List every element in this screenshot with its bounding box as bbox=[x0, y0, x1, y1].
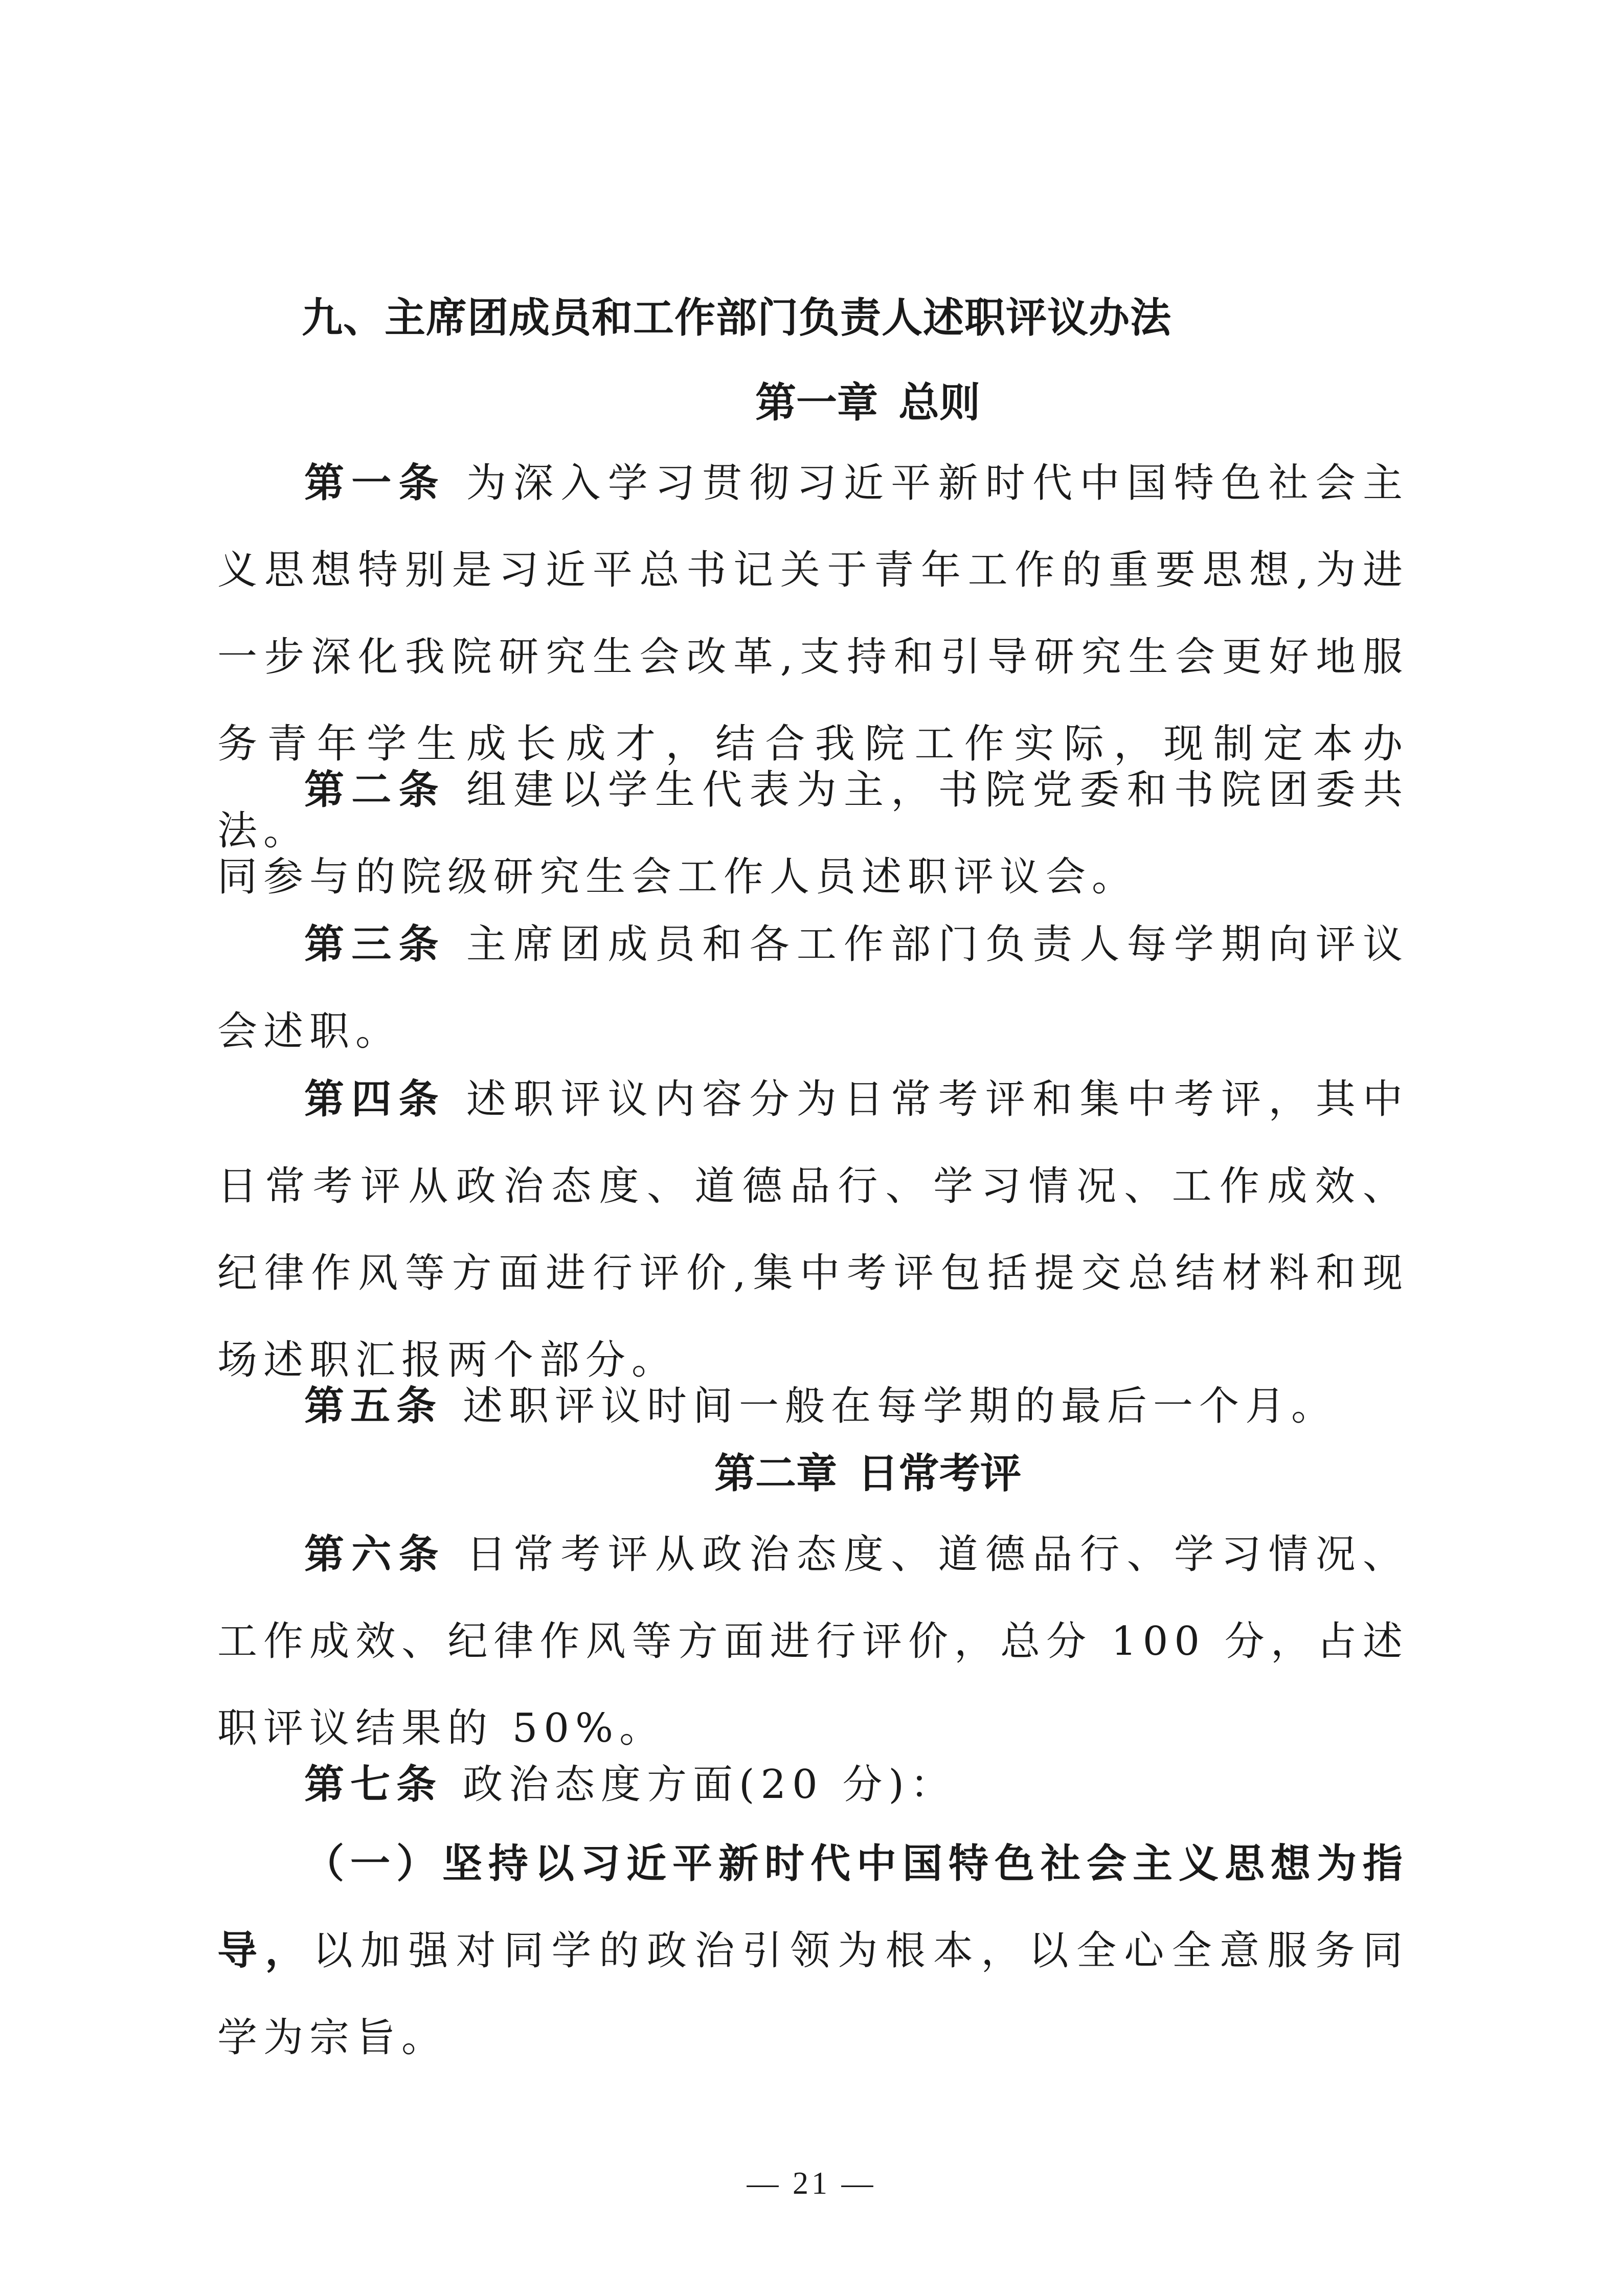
article-1-text: 为深入学习贯彻习近平新时代中国特色社会主义思想特别是习近平总书记关于青年工作的重要思想,为进一步深化我院研究生会改革,支持和引导研究生会更好地服务青年学生成长成才，结合我院工作实际，现制定本办法。 bbox=[217, 460, 1409, 854]
article-7-text: 政治态度方面(20 分)： bbox=[463, 1762, 956, 1808]
article-7-label: 第七条 bbox=[304, 1762, 443, 1808]
chapter-2-number: 第二章 bbox=[714, 1450, 837, 1497]
article-4 bbox=[217, 1056, 1409, 1404]
article-7 bbox=[217, 1741, 1409, 1828]
article-2-text: 组建以学生代表为主，书院党委和书院团委共同参与的院级研究生会工作人员述职评议会。 bbox=[217, 767, 1409, 900]
article-6-text: 日常考评从政治态度、道德品行、学习情况、工作成效、纪律作风等方面进行评价，总分 100 分，占述职评议结果的 50%。 bbox=[217, 1532, 1409, 1751]
article-7-item-1 bbox=[217, 1820, 1409, 2081]
article-1-label: 第一条 bbox=[304, 460, 446, 506]
chapter-2-name: 日常考评 bbox=[858, 1450, 1021, 1497]
chapter-1-heading bbox=[0, 377, 1623, 429]
article-4-text: 述职评议内容分为日常考评和集中考评，其中日常考评从政治态度、道德品行、学习情况、工作成效、纪律作风等方面进行评价,集中考评包括提交总结材料和现场述职汇报两个部分。 bbox=[217, 1076, 1409, 1383]
article-3-text: 主席团成员和各工作部门负责人每学期向评议会述职。 bbox=[217, 921, 1409, 1054]
document-title: 九、主席团成员和工作部门负责人述职评议办法 bbox=[302, 294, 1171, 342]
chapter-1-name: 总则 bbox=[898, 379, 980, 426]
chapter-1-number: 第一章 bbox=[755, 379, 878, 426]
article-3 bbox=[217, 901, 1409, 1075]
article-5-text: 述职评议时间一般在每学期的最后一个月。 bbox=[463, 1383, 1338, 1429]
item-1-label: （一）坚持以习近平新时代中国特色社会主义思想为指导， bbox=[217, 1840, 1409, 1974]
article-6-label: 第六条 bbox=[304, 1532, 446, 1578]
item-1-text: 以加强对同学的政治引领为根本，以全心全意服务同学为宗旨。 bbox=[217, 1928, 1409, 2061]
article-2 bbox=[217, 747, 1409, 920]
article-3-label: 第三条 bbox=[304, 921, 446, 967]
article-5 bbox=[217, 1363, 1409, 1450]
article-2-label: 第二条 bbox=[304, 767, 446, 813]
article-6 bbox=[217, 1511, 1409, 1772]
article-5-label: 第五条 bbox=[304, 1383, 443, 1429]
page-number: — 21 — bbox=[747, 2166, 876, 2201]
article-4-label: 第四条 bbox=[304, 1076, 446, 1122]
chapter-2-heading bbox=[0, 1448, 1623, 1499]
